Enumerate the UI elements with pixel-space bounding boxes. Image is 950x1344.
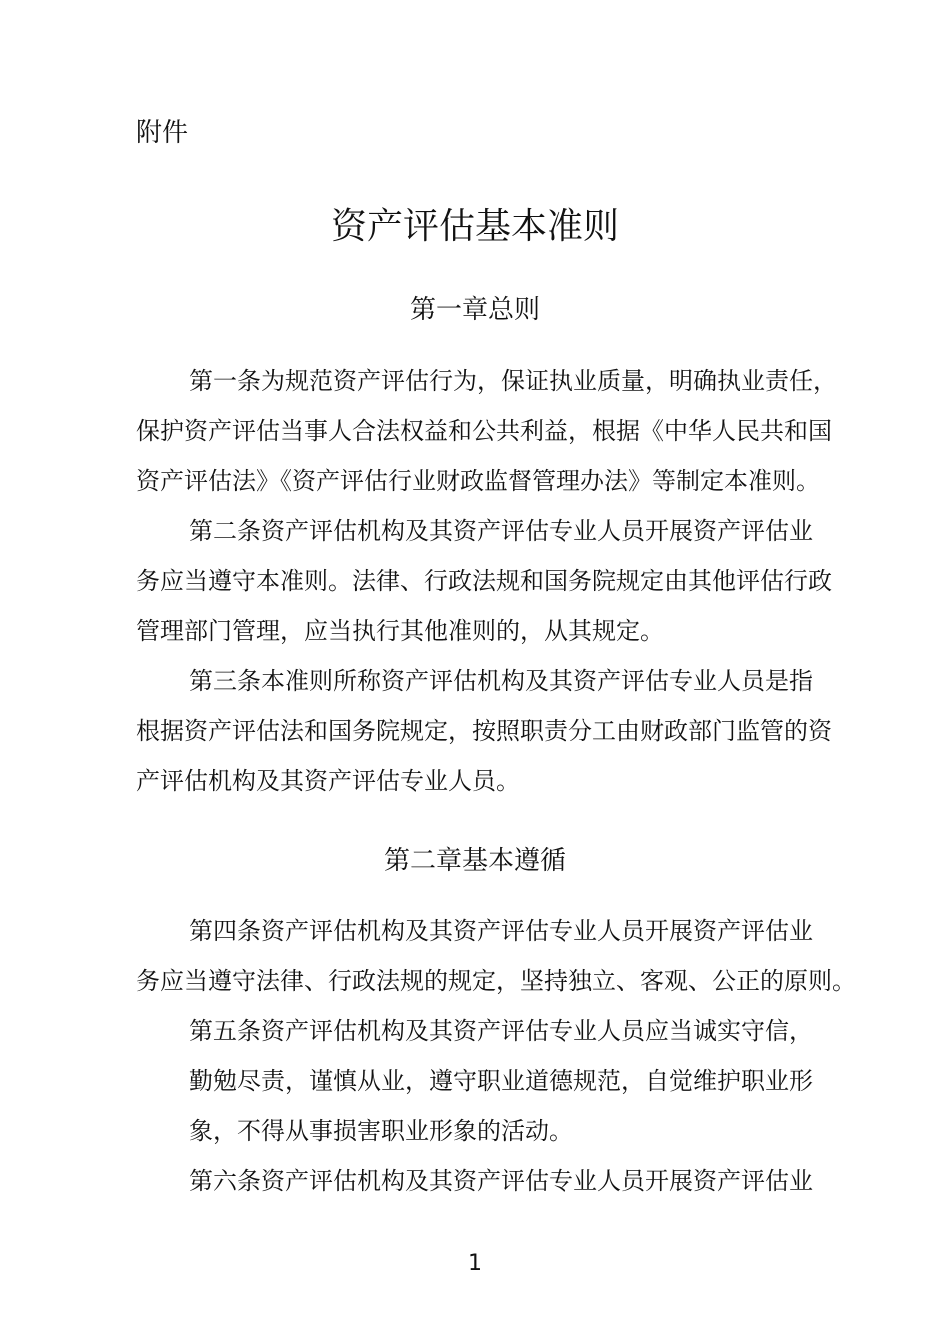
paragraph-line: 第三条本准则所称资产评估机构及其资产评估专业人员是指 xyxy=(189,667,813,695)
paragraph-line: 保护资产评估当事人合法权益和公共利益，根据《中华人民共和国 xyxy=(136,417,832,445)
paragraph-line: 根据资产评估法和国务院规定，按照职责分工由财政部门监管的资 xyxy=(136,717,832,745)
paragraph-line: 第二条资产评估机构及其资产评估专业人员开展资产评估业 xyxy=(189,517,813,545)
paragraph-line: 勤勉尽责，谨慎从业，遵守职业道德规范，自觉维护职业形 xyxy=(189,1067,813,1095)
attachment-label: 附件 xyxy=(136,118,189,148)
paragraph-line: 第五条资产评估机构及其资产评估专业人员应当诚实守信， xyxy=(189,1017,813,1045)
paragraph-line: 产评估机构及其资产评估专业人员。 xyxy=(136,767,520,795)
paragraph-line: 务应当遵守法律、行政法规的规定，坚持独立、客观、公正的原则。 xyxy=(136,967,856,995)
paragraph-line: 第六条资产评估机构及其资产评估专业人员开展资产评估业 xyxy=(189,1167,813,1195)
paragraph-line: 第一条为规范资产评估行为，保证执业质量，明确执业责任， xyxy=(189,367,837,395)
chapter-heading: 第二章基本遵循 xyxy=(383,846,566,876)
paragraph-line: 务应当遵守本准则。法律、行政法规和国务院规定由其他评估行政 xyxy=(136,567,832,595)
paragraph-line: 管理部门管理，应当执行其他准则的，从其规定。 xyxy=(136,617,664,645)
paragraph-line: 资产评估法》《资产评估行业财政监督管理办法》等制定本准则。 xyxy=(136,467,820,495)
document-title: 资产评估基本准则 xyxy=(330,206,619,247)
paragraph-line: 第四条资产评估机构及其资产评估专业人员开展资产评估业 xyxy=(189,917,813,945)
paragraph-line: 象，不得从事损害职业形象的活动。 xyxy=(189,1117,573,1145)
page-number: 1 xyxy=(468,1251,482,1276)
chapter-heading: 第一章总则 xyxy=(409,295,540,325)
